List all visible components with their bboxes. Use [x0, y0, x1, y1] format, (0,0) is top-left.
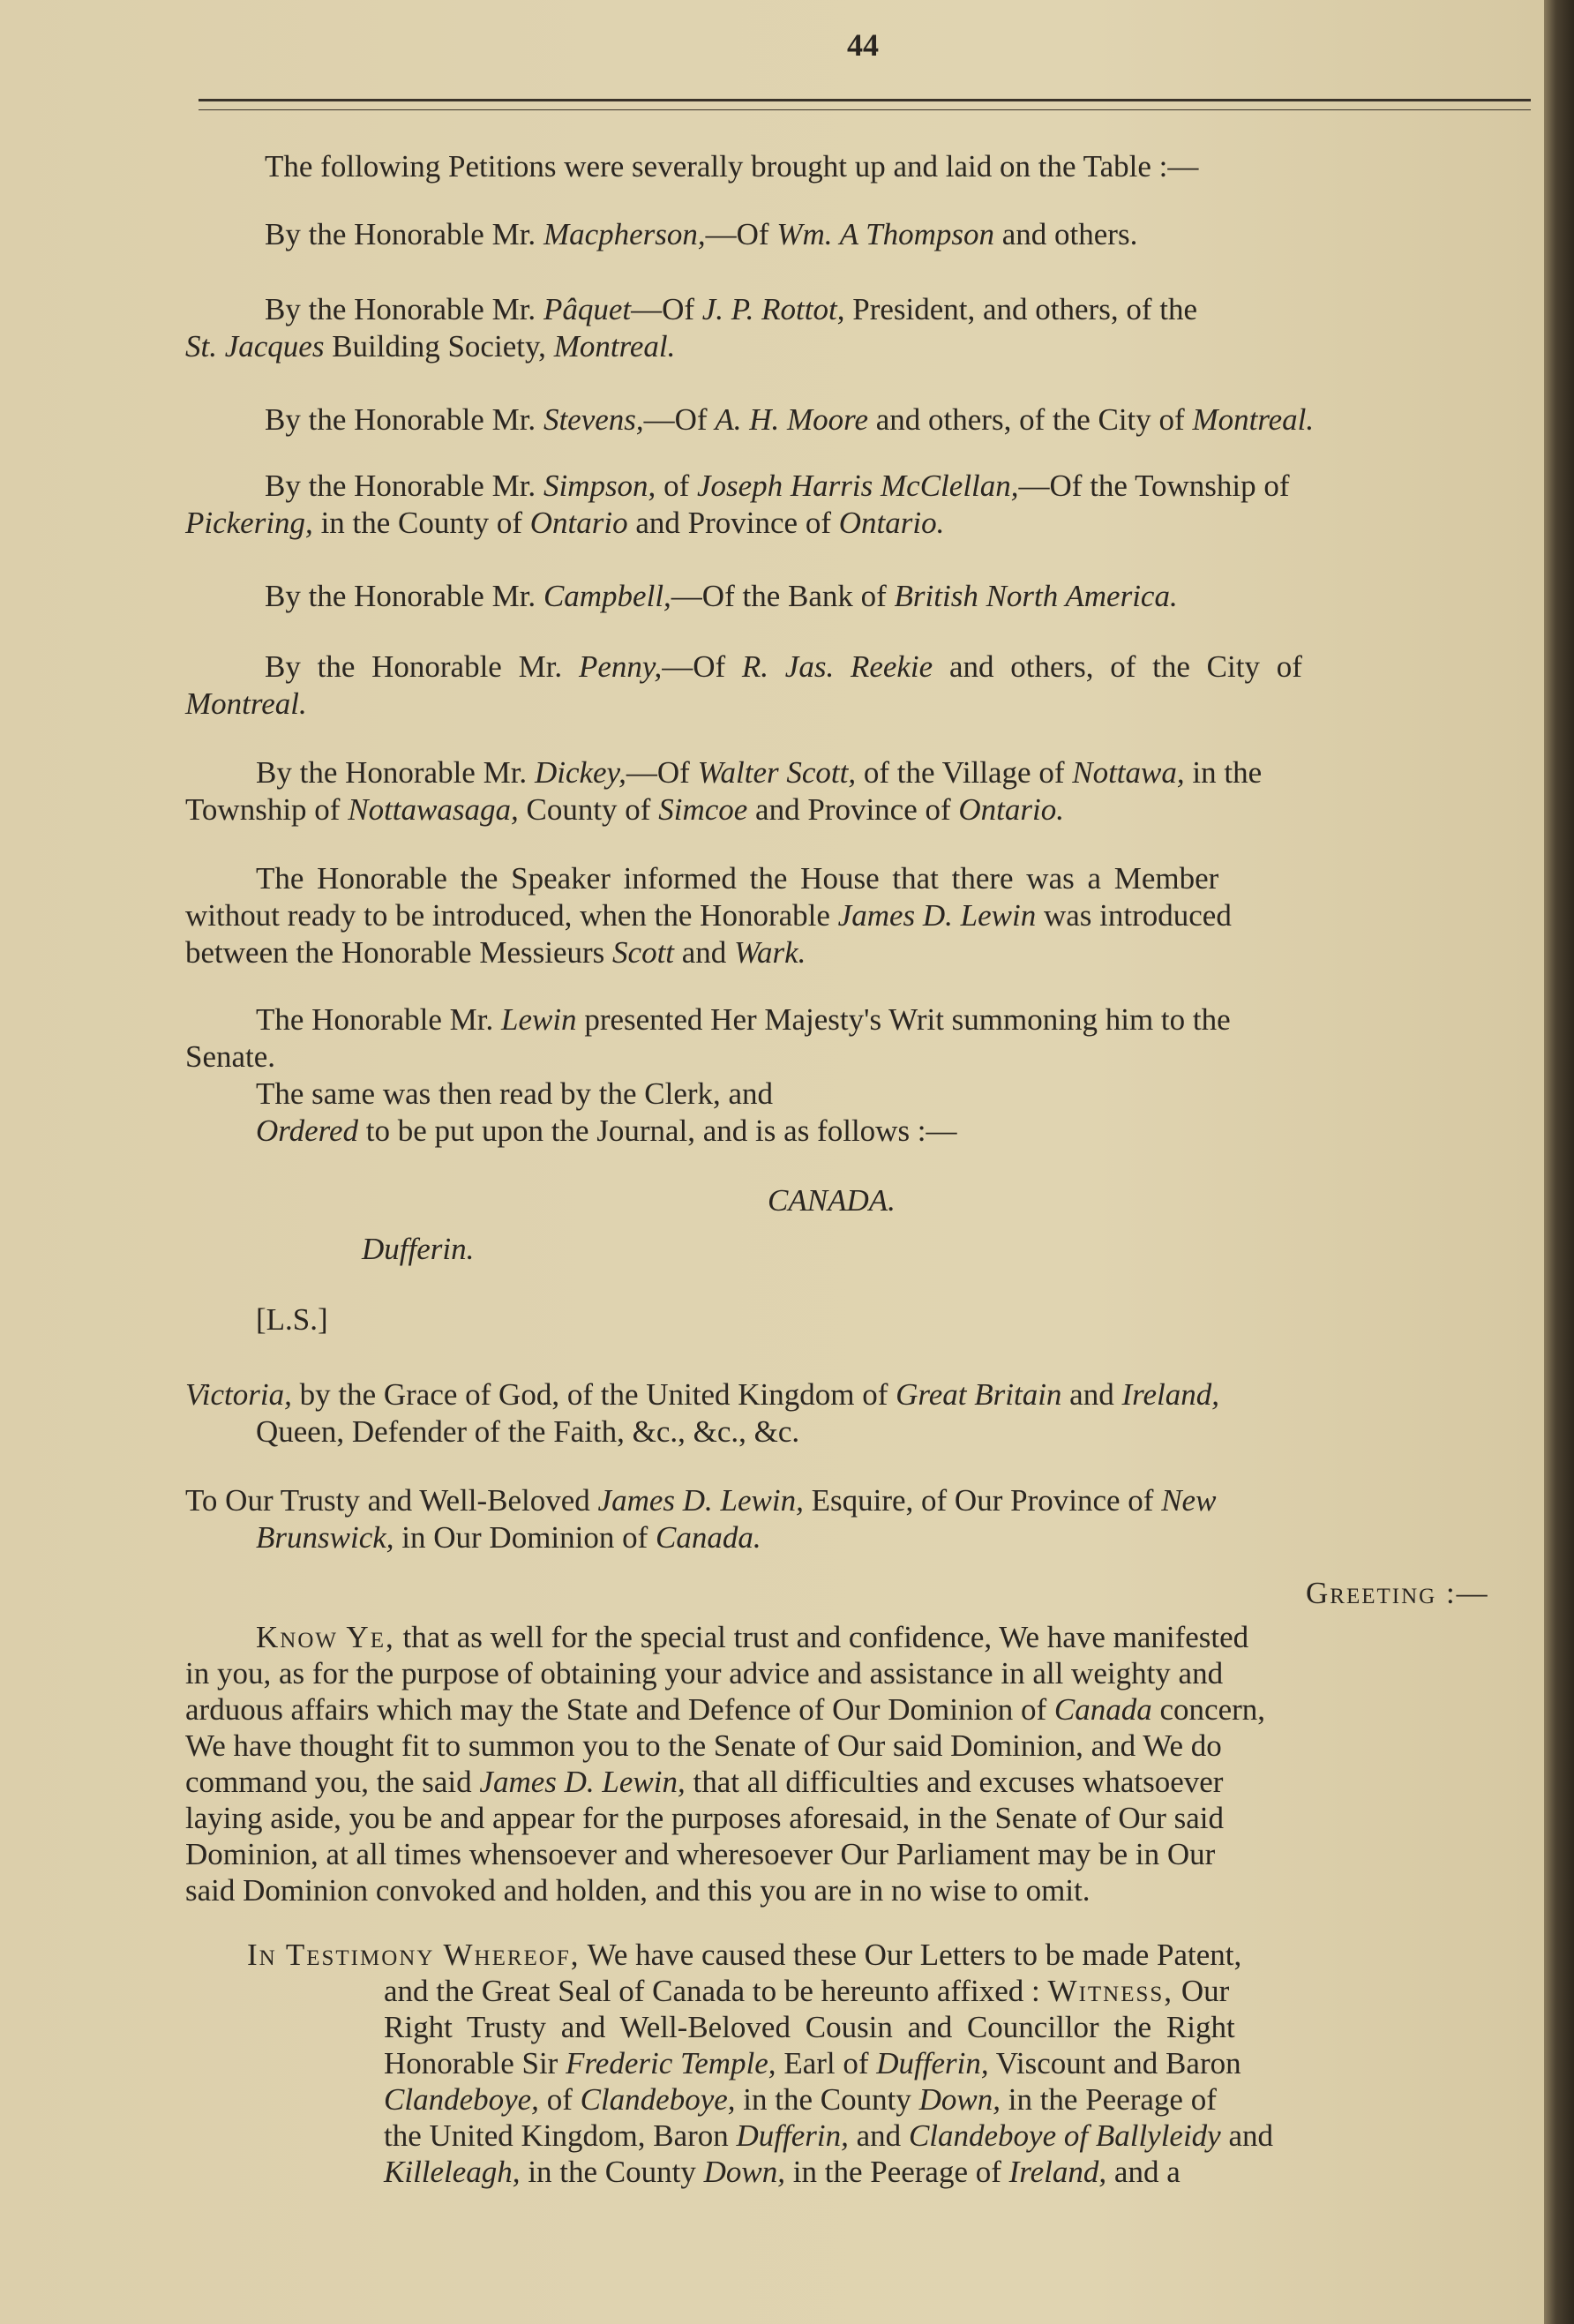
book-binding-edge [1544, 0, 1574, 2324]
writ-testimony: In Testimony Whereof, We have caused these Our Letters to be made Patent, and the Great Seal of Canada to be hereunto affixed : Witness, Our Right Trusty and Well-Beloved Cousin and Councillor the Right Honorable Sir Frederic Temple, Earl of Dufferin, Viscount and Baron Clandeboye, of Clandeboye, in the County Down, in the Peerage of the United Kingdom, Baron Dufferin, and Clandeboye of Ballyleidy and Killeleagh, in the County Down, in the Peerage of Ireland, and a [247, 1938, 1274, 2189]
page-number: 44 [847, 27, 879, 63]
petition-item: By the Honorable Mr. Penny,—Of R. Jas. Reekie and others, of the City of Montreal. [185, 649, 1302, 721]
petitions-intro: The following Petitions were severally brought up and laid on the Table :— [265, 149, 1199, 184]
writ-presentation-paragraph: The Honorable Mr. Lewin presented Her Majesty's Writ summoning him to the Senate. The same was then read by the Clerk, and Ordered to be put upon the Journal, and is as follows :— [185, 1002, 1231, 1148]
petition-item: By the Honorable Mr. Campbell,—Of the Bank of British North America. [265, 579, 1178, 613]
petition-item: By the Honorable Mr. Macpherson,—Of Wm. A Thompson and others. [265, 217, 1138, 251]
writ-signature: Dufferin. [362, 1232, 475, 1266]
petition-item: By the Honorable Mr. Simpson, of Joseph Harris McClellan,—Of the Township of Pickering, in the County of Ontario and Province of Ontario. [185, 469, 1290, 540]
writ-body: Know Ye, that as well for the special trust and confidence, We have manifested in you, as for the purpose of obtaining your advice and assistance in all weighty and arduous affairs which may the State and Defence of Our Dominion of Canada concern, We have thought fit to summon you to the Senate of Our said Dominion, and We do command you, the said James D. Lewin, that all difficulties and excuses whatsoever laying aside, you be and appear for the purposes aforesaid, in the Senate of Our said Dominion, at all times whensoever and wheresoever Our Parliament may be in Our said Dominion convoked and holden, and this you are in no wise to omit. [185, 1620, 1266, 1908]
speaker-paragraph: The Honorable the Speaker informed the House that there was a Member without ready to be introduced, when the Honorable James D. Lewin was introduced between the Honorable Messieurs Scott and Wark. [185, 861, 1232, 970]
writ-sovereign: Victoria, by the Grace of God, of the United Kingdom of Great Britain and Ireland, Queen, Defender of the Faith, &c., &c., &c. [185, 1377, 1219, 1449]
header-rule-thin [199, 109, 1531, 110]
petition-item: By the Honorable Mr. Pâquet—Of J. P. Rottot, President, and others, of the St. Jacques Building Society, Montreal. [185, 292, 1197, 364]
writ-addressee: To Our Trusty and Well-Beloved James D. Lewin, Esquire, of Our Province of New Brunswick, in Our Dominion of Canada. [185, 1483, 1217, 1555]
seal-mark: [L.S.] [256, 1302, 328, 1337]
petition-item: By the Honorable Mr. Dickey,—Of Walter Scott, of the Village of Nottawa, in the Township of Nottawasaga, County of Simcoe and Province of Ontario. [185, 755, 1263, 827]
petition-item: By the Honorable Mr. Stevens,—Of A. H. Moore and others, of the City of Montreal. [265, 402, 1315, 437]
writ-heading: CANADA. [768, 1183, 896, 1218]
writ-greeting: Greeting :— [1306, 1576, 1489, 1610]
header-rule [199, 99, 1531, 101]
